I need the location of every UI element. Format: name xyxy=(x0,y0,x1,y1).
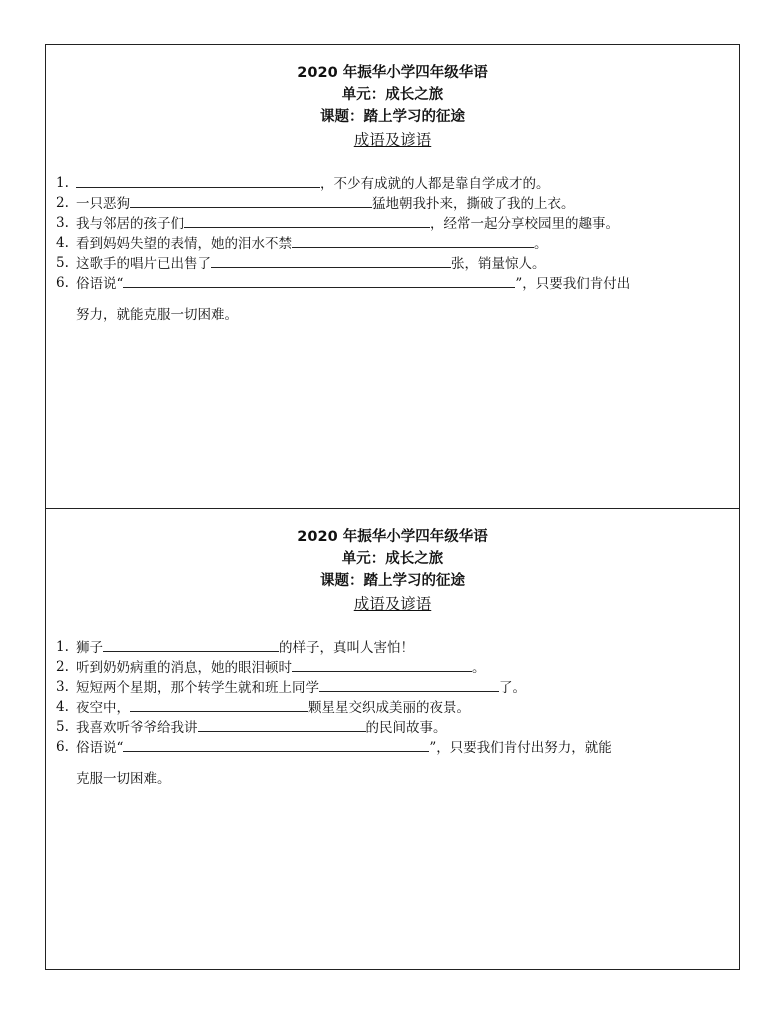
question-text-before: 夜空中， xyxy=(76,700,130,716)
question-text-before: 这歌手的唱片已出售了 xyxy=(76,256,211,272)
question-text-after: 张，销量惊人。 xyxy=(451,256,546,272)
answer-blank[interactable] xyxy=(103,638,279,652)
question-text-before: 听到奶奶病重的消息，她的眼泪顿时 xyxy=(76,660,292,676)
question-text-after: ，经常一起分享校园里的趣事。 xyxy=(430,216,619,232)
question-item xyxy=(56,234,725,254)
answer-blank[interactable] xyxy=(130,194,372,208)
answer-blank[interactable] xyxy=(319,678,499,692)
question-text-before: 我喜欢听爷爷给我讲 xyxy=(76,720,198,736)
question-number: 4. xyxy=(56,699,69,715)
question-item xyxy=(56,638,725,658)
unit-title: 单元：成长之旅 xyxy=(341,87,444,103)
question-item xyxy=(56,214,725,234)
question-number: 3. xyxy=(56,679,69,695)
question-list xyxy=(46,638,739,788)
unit-title: 单元：成长之旅 xyxy=(341,551,444,567)
lesson-title: 课题：踏上学习的征途 xyxy=(320,109,465,125)
worksheet-card-2 xyxy=(46,509,739,969)
question-text-continued: 克服一切困难。 xyxy=(76,771,171,787)
answer-blank[interactable] xyxy=(292,234,534,248)
question-number: 5. xyxy=(56,719,69,735)
question-number: 5. xyxy=(56,255,69,271)
section-subtitle: 成语及谚语 xyxy=(353,131,432,149)
question-number: 1. xyxy=(56,639,69,655)
question-item xyxy=(56,274,725,324)
question-text-before: 俗语说“ xyxy=(76,276,124,292)
card-header xyxy=(46,45,739,152)
question-list xyxy=(46,174,739,324)
question-number: 4. xyxy=(56,235,69,251)
question-number: 3. xyxy=(56,215,69,231)
question-text-after: 了。 xyxy=(499,680,526,696)
section-subtitle: 成语及谚语 xyxy=(353,595,432,613)
question-item xyxy=(56,194,725,214)
answer-blank[interactable] xyxy=(184,214,430,228)
question-item xyxy=(56,698,725,718)
lesson-title: 课题：踏上学习的征途 xyxy=(320,573,465,589)
question-text-after: 的样子，真叫人害怕！ xyxy=(279,640,414,656)
question-item xyxy=(56,658,725,678)
answer-blank[interactable] xyxy=(123,738,429,752)
question-text-before: 狮子 xyxy=(76,640,103,656)
answer-blank[interactable] xyxy=(292,658,472,672)
question-text-before: 俗语说“ xyxy=(76,740,124,756)
answer-blank[interactable] xyxy=(130,698,308,712)
answer-blank[interactable] xyxy=(211,254,451,268)
question-item xyxy=(56,718,725,738)
question-text-after: ，不少有成就的人都是靠自学成才的。 xyxy=(320,176,550,192)
question-text-before: 看到妈妈失望的表情，她的泪水不禁 xyxy=(76,236,292,252)
question-text-after: ”，只要我们肯付出努力，就能 xyxy=(429,740,612,756)
worksheet-frame xyxy=(45,44,740,970)
worksheet-card-1 xyxy=(46,45,739,509)
question-item xyxy=(56,254,725,274)
card-header xyxy=(46,509,739,616)
question-item xyxy=(56,174,725,194)
question-text-after: 。 xyxy=(534,236,548,252)
question-text-before: 一只恶狗 xyxy=(76,196,130,212)
worksheet-title: 2020 年振华小学四年级华语 xyxy=(297,65,488,81)
question-item xyxy=(56,738,725,788)
question-text-after: 猛地朝我扑来，撕破了我的上衣。 xyxy=(372,196,575,212)
question-number: 1. xyxy=(56,175,69,191)
question-text-after: 颗星星交织成美丽的夜景。 xyxy=(308,700,470,716)
worksheet-title: 2020 年振华小学四年级华语 xyxy=(297,529,488,545)
question-text-continued: 努力，就能克服一切困难。 xyxy=(76,307,238,323)
answer-blank[interactable] xyxy=(123,274,515,288)
question-text-before: 我与邻居的孩子们 xyxy=(76,216,184,232)
question-text-before: 短短两个星期，那个转学生就和班上同学 xyxy=(76,680,319,696)
question-number: 6. xyxy=(56,739,69,755)
question-item xyxy=(56,678,725,698)
question-number: 2. xyxy=(56,659,69,675)
answer-blank[interactable] xyxy=(76,174,320,188)
question-text-after: 。 xyxy=(472,660,486,676)
question-text-after: 的民间故事。 xyxy=(365,720,447,736)
question-number: 2. xyxy=(56,195,69,211)
answer-blank[interactable] xyxy=(198,718,366,732)
question-number: 6. xyxy=(56,275,69,291)
question-text-after: ”，只要我们肯付出 xyxy=(515,276,631,292)
